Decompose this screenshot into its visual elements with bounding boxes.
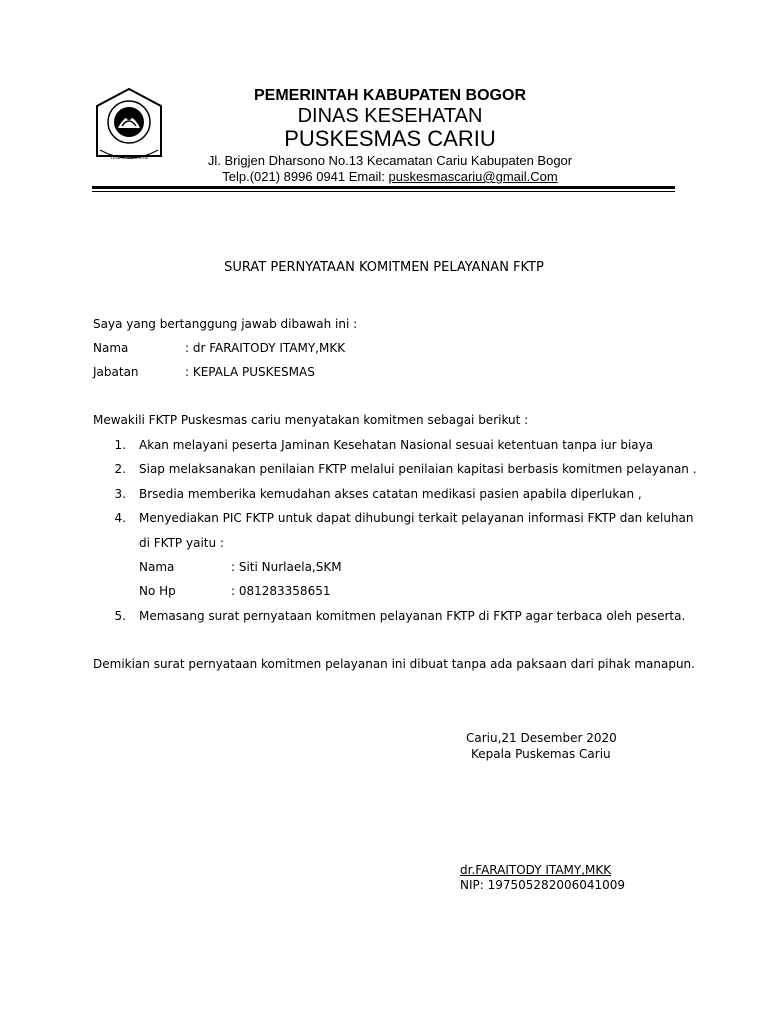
logo-motto: TEGAR BERIMAN [110,156,148,161]
document-title: SURAT PERNYATAAN KOMITMEN PELAYANAN FKTP [224,260,544,275]
header-divider-thick [92,186,675,189]
list-item-number: 3. [114,487,126,501]
email-link[interactable]: puskesmascariu@gmail.Com [388,169,558,184]
signer-title: Kepala Puskemas Cariu [471,747,611,761]
position-value: : KEPALA PUSKESMAS [185,365,315,379]
list-item-text: Brsedia memberika kemudahan akses catatan medikasi pasien apabila diperlukan , [139,487,642,501]
list-item-text: Siap melaksanakan penilaian FKTP melalui penilaian kapitasi berbasis komitmen pelayanan . [139,462,697,476]
signer-nip: NIP: 197505282006041009 [460,878,626,892]
list-item-text: Memasang surat pernyataan komitmen pelayanan FKTP di FKTP agar terbaca oleh peserta. [139,609,686,623]
kabupaten-bogor-logo [92,86,166,172]
agency-name: DINAS KESEHATAN [297,105,483,127]
list-item-text: Menyediakan PIC FKTP untuk dapat dihubungi terkait pelayanan informasi FKTP dan keluhan [139,511,694,525]
pic-name-value: : Siti Nurlaela,SKM [231,560,342,574]
list-item-number: 1. [114,438,126,452]
pic-phone-value: : 081283358651 [231,584,331,598]
header-divider-thin [92,191,675,192]
list-item-number: 4. [114,511,126,525]
puskesmas-name: PUSKESMAS CARIU [284,126,496,151]
pic-phone-label: No Hp [139,584,176,598]
phone-text: Telp.(021) 8996 0941 Email: [222,169,389,184]
list-item-number: 2. [114,462,126,476]
position-label: Jabatan [93,365,139,379]
closing-text: Demikian surat pernyataan komitmen pelayanan ini dibuat tanpa ada paksaan dari pihak manapun. [93,657,695,671]
statement-intro: Mewakili FKTP Puskesmas cariu menyatakan komitmen sebagai berikut : [93,413,529,427]
place-date: Cariu,21 Desember 2020 [466,731,617,745]
address-line: Jl. Brigjen Dharsono No.13 Kecamatan Cariu Kabupaten Bogor [207,153,573,168]
list-item-text-continuation: di FKTP yaitu : [139,536,224,550]
signer-name: dr.FARAITODY ITAMY,MKK [460,863,612,877]
name-label: Nama [93,341,129,355]
list-item-text: Akan melayani peserta Jaminan Kesehatan Nasional sesuai ketentuan tanpa iur biaya [139,438,654,452]
list-item-number: 5. [114,609,126,623]
intro-text: Saya yang bertanggung jawab dibawah ini : [93,317,358,331]
government-name: PEMERINTAH KABUPATEN BOGOR [254,87,526,104]
contact-line [170,169,610,184]
name-value: : dr FARAITODY ITAMY,MKK [185,341,346,355]
pic-name-label: Nama [139,560,175,574]
